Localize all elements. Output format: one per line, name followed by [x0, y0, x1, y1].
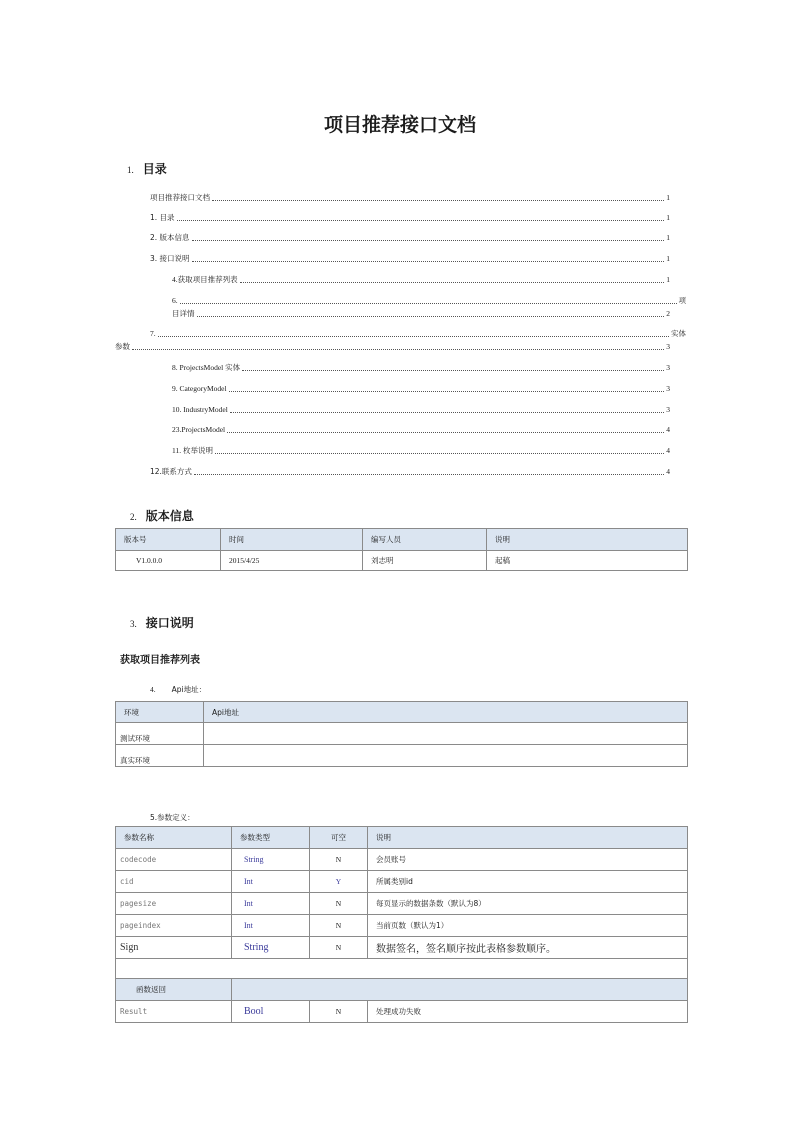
version-header-cell: 版本号 [116, 529, 221, 551]
toc-leader [192, 240, 665, 241]
param-nullable-cell: N [310, 849, 368, 871]
document-title: 项目推荐接口文档 [323, 114, 476, 136]
toc-leader [158, 336, 669, 337]
list-number: 4. [150, 685, 156, 694]
toc-label: 12.联系方式 [150, 467, 192, 476]
toc-entry[interactable] [172, 404, 670, 416]
param-type-cell: String [232, 937, 310, 959]
version-table [115, 528, 688, 571]
toc-entry[interactable] [172, 445, 670, 457]
toc-page-number: 3 [666, 405, 670, 414]
toc-entry[interactable] [150, 466, 670, 478]
toc-label: 9. CategoryModel [172, 384, 227, 393]
param-nullable-cell: N [310, 915, 368, 937]
version-cell: V1.0.0.0 [116, 551, 221, 571]
param-nullable-cell: Y [310, 871, 368, 893]
toc-entry[interactable] [150, 192, 670, 204]
version-header-cell: 说明 [487, 529, 688, 551]
toc-leader [230, 412, 664, 413]
param-table [115, 826, 688, 1023]
toc-label: 1. 目录 [150, 213, 175, 222]
url-cell [204, 745, 688, 767]
section-number: 3. [130, 619, 137, 629]
toc-page-number: 1 [666, 213, 670, 222]
param-desc-cell: 数据签名，签名顺序按此表格参数顺序。 [368, 937, 688, 959]
toc-label-continued: 实体 [671, 329, 686, 338]
toc-leader [229, 391, 665, 392]
param-name-cell: pageindex [116, 915, 232, 937]
spacer-row [116, 959, 688, 979]
toc-leader [192, 261, 665, 262]
toc-label: 项目推荐接口文档 [150, 193, 210, 202]
param-type-cell: Int [232, 915, 310, 937]
api-header-cell: Api地址 [204, 702, 688, 723]
section-title: 接口说明 [145, 616, 194, 630]
return-nullable-cell: N [310, 1001, 368, 1023]
toc-label: 3. 接口说明 [150, 254, 190, 263]
section-version-heading [130, 507, 194, 524]
toc-leader [132, 349, 664, 350]
author-cell: 刘志明 [363, 551, 487, 571]
section-toc-heading [127, 160, 167, 177]
toc-label: 7. [150, 329, 156, 338]
return-header-blank [232, 979, 688, 1001]
section-title: 目录 [142, 162, 167, 176]
toc-label: 11. 枚举说明 [172, 446, 213, 455]
toc-page-number: 1 [666, 275, 670, 284]
toc-leader [180, 303, 677, 304]
toc-page-number: 1 [666, 254, 670, 263]
toc-leader [242, 370, 664, 371]
api-label-text: Api地址： [171, 685, 207, 694]
version-header-cell: 时间 [221, 529, 363, 551]
toc-entry[interactable] [172, 362, 670, 374]
toc-label: 6. [172, 296, 178, 305]
url-cell [204, 723, 688, 745]
param-name-cell: codecode [116, 849, 232, 871]
return-type-cell: Bool [232, 1001, 310, 1023]
toc-entry[interactable] [150, 212, 670, 224]
date-cell: 2015/4/25 [221, 551, 363, 571]
return-desc-cell: 处理成功失败 [368, 1001, 688, 1023]
param-header-cell: 参数名称 [116, 827, 232, 849]
toc-page-number: 4 [666, 446, 670, 455]
toc-label: 4.获取项目推荐列表 [172, 275, 238, 284]
toc-entry[interactable] [150, 253, 670, 265]
toc-leader [194, 474, 664, 475]
toc-label: 23.ProjectsModel [172, 425, 226, 434]
toc-label-continued: 项 [678, 296, 686, 305]
toc-label-continued: 参数 [115, 342, 130, 351]
toc-entry[interactable] [172, 308, 670, 320]
param-type-cell: Int [232, 893, 310, 915]
note-cell: 起稿 [487, 551, 688, 571]
param-name-cell: Sign [116, 937, 232, 959]
param-type-cell: String [232, 849, 310, 871]
toc-leader [177, 220, 665, 221]
api-table [115, 701, 688, 767]
toc-page-number: 4 [666, 425, 670, 434]
param-header-cell: 可空 [310, 827, 368, 849]
toc-page-number: 3 [666, 363, 670, 372]
param-nullable-cell: N [310, 937, 368, 959]
toc-entry[interactable] [115, 341, 670, 353]
subheading: 获取项目推荐列表 [120, 655, 200, 666]
toc-leader [212, 200, 664, 201]
param-desc-cell: 每页显示的数据条数（默认为8） [368, 893, 688, 915]
toc-leader [227, 432, 664, 433]
param-desc-cell: 会员账号 [368, 849, 688, 871]
param-nullable-cell: N [310, 893, 368, 915]
param-type-cell: Int [232, 871, 310, 893]
section-number: 2. [130, 512, 137, 522]
toc-page-number: 1 [666, 193, 670, 202]
toc-page-number: 2 [666, 309, 670, 318]
toc-label-continued: 目详情 [172, 309, 195, 318]
toc-entry[interactable] [150, 328, 686, 340]
env-cell: 测试环境 [116, 723, 204, 745]
param-definition-label: 5.参数定义： [150, 813, 195, 822]
toc-leader [197, 316, 665, 317]
return-header-cell: 函数返回 [116, 979, 232, 1001]
version-header-cell: 编写人员 [363, 529, 487, 551]
param-header-cell: 参数类型 [232, 827, 310, 849]
toc-page-number: 4 [666, 467, 670, 476]
api-header-cell: 环境 [116, 702, 204, 723]
return-name-cell: Result [116, 1001, 232, 1023]
toc-entry[interactable] [172, 295, 686, 307]
toc-page-number: 1 [666, 233, 670, 242]
section-title: 版本信息 [145, 509, 194, 523]
toc-leader [215, 453, 664, 454]
toc-label: 2. 版本信息 [150, 233, 190, 242]
toc-page-number: 3 [666, 342, 670, 351]
section-number: 1. [127, 165, 134, 175]
toc-label: 8. ProjectsModel 实体 [172, 363, 241, 372]
toc-entry[interactable] [172, 274, 670, 286]
toc-entry[interactable] [172, 383, 670, 395]
section-api-heading [130, 614, 194, 631]
param-name-cell: pagesize [116, 893, 232, 915]
toc-label: 10. IndustryModel [172, 405, 228, 414]
param-desc-cell: 当前页数（默认为1） [368, 915, 688, 937]
param-desc-cell: 所属类别id [368, 871, 688, 893]
param-name-cell: cid [116, 871, 232, 893]
toc-page-number: 3 [666, 384, 670, 393]
toc-entry[interactable] [150, 232, 670, 244]
env-cell: 真实环境 [116, 745, 204, 767]
api-address-label [150, 684, 206, 695]
param-header-cell: 说明 [368, 827, 688, 849]
toc-leader [240, 282, 665, 283]
toc-entry[interactable] [172, 424, 670, 436]
